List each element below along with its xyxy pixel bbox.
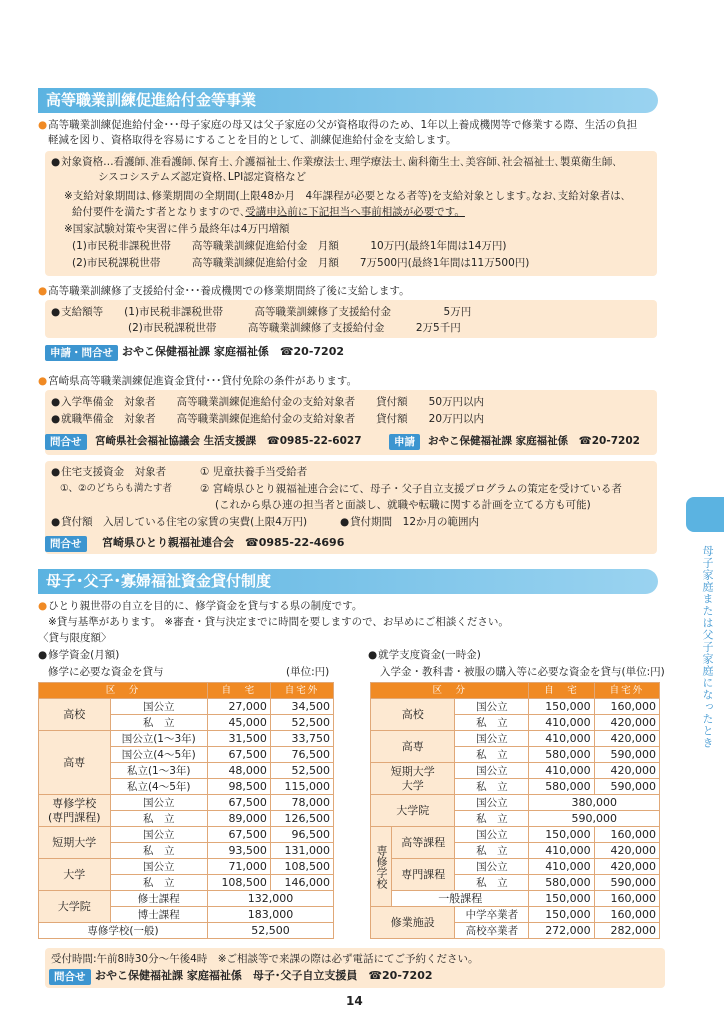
left-table-subtitle: 修学に必要な資金を貸与 bbox=[48, 666, 164, 678]
row-category: 専門課程 bbox=[392, 859, 455, 891]
row-subcategory: 高校卒業者 bbox=[455, 923, 529, 939]
row-category: 修業施設 bbox=[371, 907, 455, 939]
row-amount-away: 420,000 bbox=[594, 843, 659, 859]
header-home: 自 宅 bbox=[529, 683, 594, 699]
eligibility-note1: ※支給対象期間は､修業期間の全期間(上限48か月 4年課程が必要となる者等)を支給対象とします｡なお､支給対象者は､ bbox=[64, 190, 627, 202]
row-category: 大学院 bbox=[371, 795, 455, 827]
row-category: 短期大学 大学 bbox=[371, 763, 455, 795]
row-amount-away: 160,000 bbox=[594, 907, 659, 923]
table-row bbox=[39, 699, 334, 715]
housing-row4b: ● 貸付期間 12か月の範囲内 bbox=[340, 515, 479, 529]
row-amount-away: 420,000 bbox=[594, 731, 659, 747]
benefit-row2: (2)市民税課税世帯 高等職業訓練促進給付金 月額 7万500円(最終1年間は11万500円) bbox=[72, 257, 530, 269]
table-header-row bbox=[39, 683, 334, 699]
loan-row2: ● 就職準備金 対象者 高等職業訓練促進給付金の支給対象者 貸付額 20万円以内 bbox=[51, 412, 484, 426]
row-subcategory: 私 立 bbox=[110, 715, 207, 731]
row-amount-home: 410,000 bbox=[529, 763, 594, 779]
header-category: 区 分 bbox=[39, 683, 208, 699]
row-amount-away: 420,000 bbox=[594, 859, 659, 875]
limit-heading: 〈貸与限度額〉 bbox=[38, 632, 112, 644]
benefit-row1: (1)市民税非課税世帯 高等職業訓練促進給付金 月額 10万円(最終1年間は14万円) bbox=[72, 240, 507, 252]
row-subcategory: 中学卒業者 bbox=[455, 907, 529, 923]
completion-intro: ● 高等職業訓練修了支援給付金･･･養成機関での修業期間終了後に支給します。 bbox=[38, 284, 410, 298]
row-amount-home: 150,000 bbox=[529, 907, 594, 923]
completion-row1: ● 支給額等 (1)市民税非課税世帯 高等職業訓練修了支援給付金 5万円 bbox=[51, 305, 471, 319]
table-row bbox=[39, 795, 334, 811]
row-amount-home: 71,000 bbox=[207, 859, 270, 875]
housing-row2b: ② 宮崎県ひとり親福祉連合会にて、母子・父子自立支援プログラムの策定を受けている者 bbox=[200, 483, 622, 495]
row-category: 高校 bbox=[371, 699, 455, 731]
row-subcategory: 私 立 bbox=[455, 747, 529, 763]
row-subcategory: 私 立 bbox=[455, 715, 529, 731]
right-loan-table bbox=[370, 682, 660, 939]
left-loan-table bbox=[38, 682, 334, 939]
row-amount-away: 590,000 bbox=[594, 875, 659, 891]
table-row bbox=[371, 859, 660, 875]
row-amount-away: 34,500 bbox=[270, 699, 333, 715]
row-amount: 380,000 bbox=[529, 795, 660, 811]
row-amount-home: 45,000 bbox=[207, 715, 270, 731]
row-amount-home: 89,000 bbox=[207, 811, 270, 827]
row-subcategory: 私 立 bbox=[455, 811, 529, 827]
left-table-unit: (単位:円) bbox=[286, 666, 330, 678]
table-row bbox=[371, 891, 660, 907]
row-subcategory: 私 立 bbox=[110, 811, 207, 827]
table-row bbox=[39, 859, 334, 875]
row-subcategory: 国公立 bbox=[455, 859, 529, 875]
completion-row2: (2)市民税課税世帯 高等職業訓練修了支援給付金 2万5千円 bbox=[128, 322, 461, 334]
row-amount-away: 96,500 bbox=[270, 827, 333, 843]
row-amount-home: 67,500 bbox=[207, 747, 270, 763]
row-subcategory: 国公立 bbox=[455, 795, 529, 811]
row-subcategory: 国公立(1～3年) bbox=[110, 731, 207, 747]
side-tab bbox=[686, 497, 724, 532]
row-subcategory: 博士課程 bbox=[110, 907, 207, 923]
contact1-tag: 申請・問合せ bbox=[45, 345, 118, 361]
row-subcategory: 国公立 bbox=[455, 699, 529, 715]
section2-title: 母子･父子･寡婦福祉資金貸付制度 bbox=[38, 569, 658, 594]
header-category: 区 分 bbox=[371, 683, 529, 699]
row-amount-home: 580,000 bbox=[529, 779, 594, 795]
row-category: 高専 bbox=[39, 731, 111, 795]
row-amount-home: 31,500 bbox=[207, 731, 270, 747]
row-amount-away: 160,000 bbox=[594, 827, 659, 843]
row-subcategory: 私 立 bbox=[455, 779, 529, 795]
loan-apply-tag: 申請 bbox=[389, 434, 420, 450]
row-subcategory: 国公立(4～5年) bbox=[110, 747, 207, 763]
housing-contact: 宮崎県ひとり親福祉連合会 ☎0985-22-4696 bbox=[102, 536, 345, 549]
row-amount-home: 580,000 bbox=[529, 875, 594, 891]
section2-note: ※貸与基準があります。 ※審査・貸与決定までに時間を要しますので、お早めにご相談ください。 bbox=[48, 616, 509, 628]
table-row bbox=[39, 827, 334, 843]
contact1-text: おやこ保健福祉課 家庭福祉係 ☎20-7202 bbox=[122, 345, 345, 358]
row-category: 短期大学 bbox=[39, 827, 111, 859]
row-amount-away: 590,000 bbox=[594, 747, 659, 763]
row-amount-away: 160,000 bbox=[594, 891, 659, 907]
table-row bbox=[371, 827, 660, 843]
section1-intro-1: ● 高等職業訓練促進給付金･･･母子家庭の母又は父子家庭の父が資格取得のため、1年以上養成機関等で修業する際、生活の負担 bbox=[38, 118, 637, 132]
row-amount-away: 78,000 bbox=[270, 795, 333, 811]
row-amount-away: 108,500 bbox=[270, 859, 333, 875]
row-amount-home: 150,000 bbox=[529, 891, 594, 907]
row-amount-away: 126,500 bbox=[270, 811, 333, 827]
section1-intro-2: 軽減を図り、資格取得を容易にすることを目的として、訓練促進給付金を支給します。 bbox=[48, 134, 457, 146]
row-amount-home: 27,000 bbox=[207, 699, 270, 715]
table-row bbox=[39, 891, 334, 907]
row-category: 大学院 bbox=[39, 891, 111, 923]
housing-row4a: ● 貸付額 入居している住宅の家賃の実費(上限4万円) bbox=[51, 515, 307, 529]
row-subcategory: 国公立 bbox=[110, 859, 207, 875]
row-amount-away: 420,000 bbox=[594, 763, 659, 779]
table-row bbox=[371, 907, 660, 923]
loan-intro: ● 宮崎県高等職業訓練促進資金貸付･･･貸付免除の条件があります。 bbox=[38, 374, 357, 388]
row-subcategory: 私立(4～5年) bbox=[110, 779, 207, 795]
row-amount-home: 150,000 bbox=[529, 827, 594, 843]
row-amount: 183,000 bbox=[207, 907, 333, 923]
eligibility-note3: ※国家試験対策や実習に伴う最終年は4万円増額 bbox=[64, 223, 290, 235]
header-away: 自宅外 bbox=[270, 683, 333, 699]
row-subcategory: 一般課程 bbox=[392, 891, 529, 907]
eligibility-note2: 給付要件を満たす者となりますので､受講申込前に下記担当へ事前相談が必要です。 bbox=[72, 206, 465, 218]
row-subcategory: 国公立 bbox=[110, 827, 207, 843]
table-row bbox=[371, 763, 660, 779]
row-amount-away: 115,000 bbox=[270, 779, 333, 795]
row-amount-home: 410,000 bbox=[529, 843, 594, 859]
left-table-title: ● 修学資金(月額) bbox=[38, 648, 119, 662]
footer-contact-tag: 問合せ bbox=[49, 969, 91, 985]
table-header-row bbox=[371, 683, 660, 699]
row-subcategory: 私 立 bbox=[110, 843, 207, 859]
row-amount-home: 410,000 bbox=[529, 859, 594, 875]
row-amount-away: 146,000 bbox=[270, 875, 333, 891]
table-row bbox=[371, 795, 660, 811]
row-subcategory: 私 立 bbox=[110, 875, 207, 891]
loan-contact-a: 宮崎県社会福祉協議会 生活支援課 ☎0985-22-6027 bbox=[95, 435, 362, 447]
row-amount-away: 282,000 bbox=[594, 923, 659, 939]
table-row bbox=[371, 699, 660, 715]
row-category: 高校 bbox=[39, 699, 111, 731]
row-category: 専修学校(一般) bbox=[39, 923, 208, 939]
row-amount-away: 420,000 bbox=[594, 715, 659, 731]
housing-contact-tag: 問合せ bbox=[45, 536, 87, 552]
housing-row3: (これから県ひ連の担当者と面談し、就職や転職に関する計画を立てる方も可能) bbox=[215, 499, 591, 511]
loan-row1: ● 入学準備金 対象者 高等職業訓練促進給付金の支給対象者 貸付額 50万円以内 bbox=[51, 395, 484, 409]
header-away: 自宅外 bbox=[594, 683, 659, 699]
row-amount-away: 76,500 bbox=[270, 747, 333, 763]
row-amount: 52,500 bbox=[207, 923, 333, 939]
table-row bbox=[39, 731, 334, 747]
housing-row1a: ● 住宅支援資金 対象者 bbox=[51, 465, 166, 479]
row-amount-home: 93,500 bbox=[207, 843, 270, 859]
row-subcategory: 国公立 bbox=[455, 763, 529, 779]
row-category: 高専 bbox=[371, 731, 455, 763]
right-table-subtitle: 入学金・教科書・被服の購入等に必要な資金を貸与(単位:円) bbox=[380, 666, 665, 678]
row-category: 高等課程 bbox=[392, 827, 455, 859]
loan-contact-tag: 問合せ bbox=[45, 434, 87, 450]
row-amount-away: 590,000 bbox=[594, 779, 659, 795]
row-amount-home: 410,000 bbox=[529, 731, 594, 747]
row-category: 専修学校 (専門課程) bbox=[39, 795, 111, 827]
row-amount-away: 33,750 bbox=[270, 731, 333, 747]
row-amount-home: 150,000 bbox=[529, 699, 594, 715]
row-amount: 590,000 bbox=[529, 811, 660, 827]
side-label: 母子家庭または父子家庭になったとき bbox=[701, 545, 714, 749]
row-subcategory: 国公立 bbox=[110, 795, 207, 811]
section1-title: 高等職業訓練促進給付金等事業 bbox=[38, 88, 658, 113]
table-row bbox=[39, 923, 334, 939]
page-number: 14 bbox=[346, 994, 363, 1008]
eligibility-line1: ● 対象資格…看護師､准看護師､保育士､介護福祉士､作業療法士､理学療法士､歯科衛生士､美容師､社会福祉士､製菓衛生師､ bbox=[51, 155, 618, 169]
row-subcategory: 私 立 bbox=[455, 843, 529, 859]
row-amount-home: 48,000 bbox=[207, 763, 270, 779]
footer-hours: 受付時間:午前8時30分～午後4時 ※ご相談等で来課の際は必ず電話にてご予約ください。 bbox=[51, 953, 479, 965]
housing-row2a: ①、②のどちらも満たす者 bbox=[60, 483, 173, 494]
row-amount-away: 52,500 bbox=[270, 715, 333, 731]
row-amount-home: 410,000 bbox=[529, 715, 594, 731]
header-home: 自 宅 bbox=[207, 683, 270, 699]
row-amount-away: 52,500 bbox=[270, 763, 333, 779]
row-subcategory: 私立(1～3年) bbox=[110, 763, 207, 779]
loan-contact-b: おやこ保健福祉課 家庭福祉係 ☎20-7202 bbox=[428, 435, 640, 447]
row-amount-away: 160,000 bbox=[594, 699, 659, 715]
row-category-senshu: 専修学校 bbox=[371, 827, 392, 907]
row-subcategory: 国公立 bbox=[455, 827, 529, 843]
row-subcategory: 修士課程 bbox=[110, 891, 207, 907]
row-amount-home: 580,000 bbox=[529, 747, 594, 763]
row-category: 大学 bbox=[39, 859, 111, 891]
table-row bbox=[371, 731, 660, 747]
row-subcategory: 国公立 bbox=[110, 699, 207, 715]
row-amount-home: 272,000 bbox=[529, 923, 594, 939]
row-amount: 132,000 bbox=[207, 891, 333, 907]
row-amount-home: 67,500 bbox=[207, 795, 270, 811]
section2-intro: ● ひとり親世帯の自立を目的に、修学資金を貸与する県の制度です。 bbox=[38, 599, 362, 613]
housing-row1b: ① 児童扶養手当受給者 bbox=[200, 466, 308, 478]
eligibility-line2: シスコシステムズ認定資格､LPI認定資格など bbox=[98, 171, 307, 183]
right-table-title: ● 就学支度資金(一時金) bbox=[368, 648, 481, 662]
row-amount-home: 98,500 bbox=[207, 779, 270, 795]
footer-contact: おやこ保健福祉課 家庭福祉係 母子･父子自立支援員 ☎20-7202 bbox=[95, 969, 433, 982]
row-amount-home: 67,500 bbox=[207, 827, 270, 843]
row-amount-away: 131,000 bbox=[270, 843, 333, 859]
row-amount-home: 108,500 bbox=[207, 875, 270, 891]
row-subcategory: 私 立 bbox=[455, 875, 529, 891]
row-subcategory: 国公立 bbox=[455, 731, 529, 747]
